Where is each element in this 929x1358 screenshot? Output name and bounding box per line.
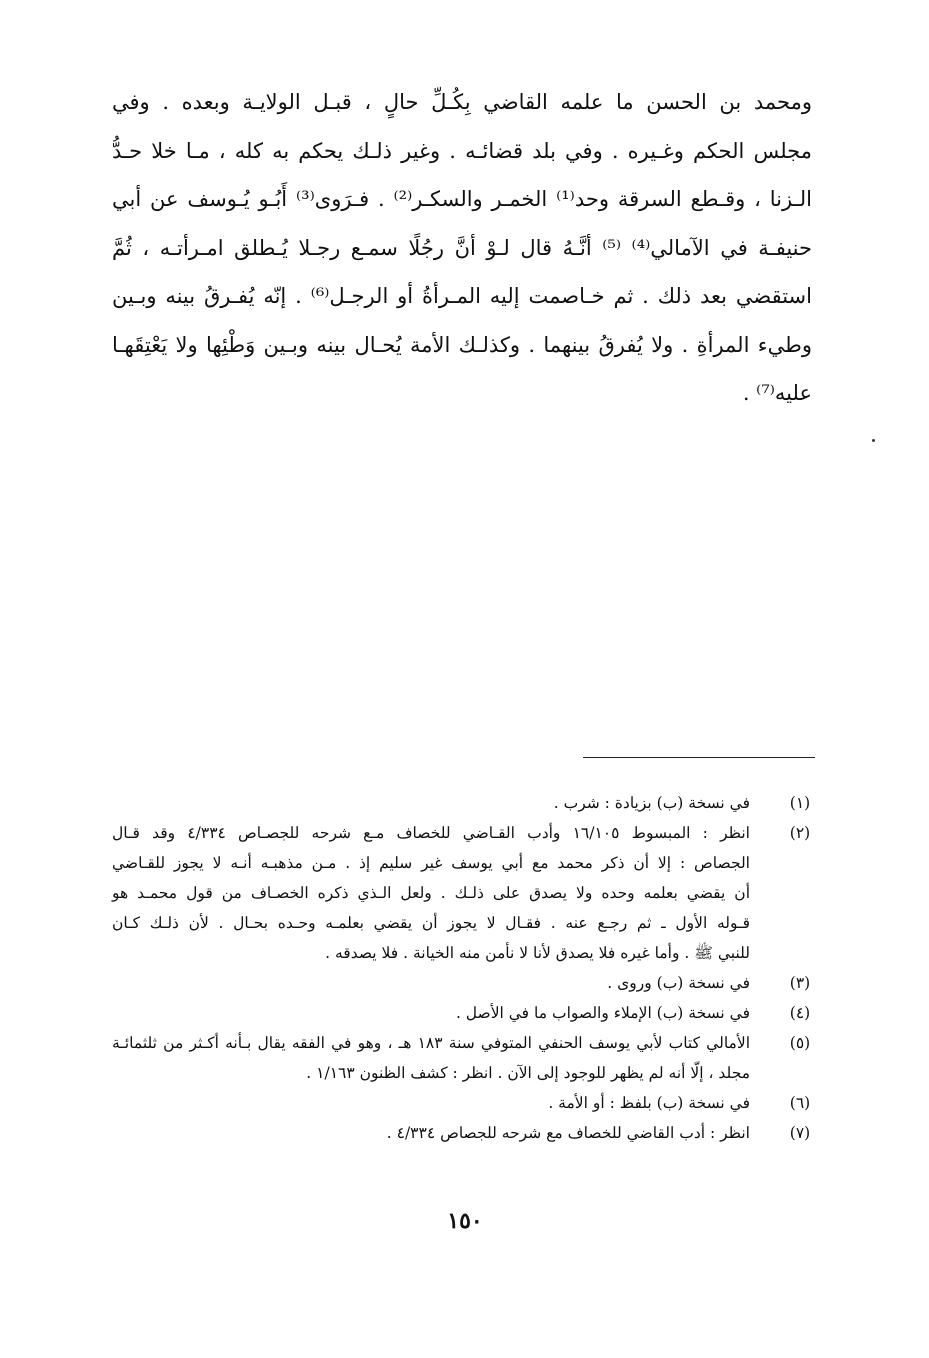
main-text-line: ومحمد بن الحسن ما علمه القاضي بِكُـلِّ حالٍ ، قبـل الولايـة وبعده . وفي	[112, 90, 812, 114]
footnote-item	[112, 998, 820, 1028]
page-number: ١٥٠	[447, 1208, 483, 1234]
footnote-text: في نسخة (ب) بلفظ : أو الأمة .	[548, 1094, 750, 1112]
main-text-line: عليه⁽⁷⁾ .	[742, 381, 812, 405]
footnote-number: (٤)	[789, 1004, 811, 1022]
footnote-number: (٥)	[789, 1034, 811, 1052]
stray-mark	[872, 439, 875, 442]
footnote-number: (٣)	[789, 974, 811, 992]
footnote-text: انظر : المبسوط ١٦/١٠٥ وأدب القـاضي للخصاف مـع شرحه للجصـاص ٤/٣٣٤ وقد قـال	[112, 824, 750, 842]
footnote-item	[112, 1088, 820, 1118]
footnote-text: قـوله الأول ـ ثم رجـع عنه . فقـال لا يجوز أن يقضي بعلمـه وحـده بحـال . لأن ذلـك كـان	[112, 914, 750, 932]
footnote-text: في نسخة (ب) وروى .	[607, 974, 750, 992]
footnote-number: (٦)	[789, 1094, 811, 1112]
main-text-block	[112, 78, 812, 418]
footnote-text: الأمالي كتاب لأبي يوسف الحنفي المتوفي سنة ١٨٣ هـ ، وهو في الفقه يقال بـأنه أكـثر من ثلثمائـة	[112, 1034, 750, 1052]
footnote-item	[112, 1028, 820, 1088]
footnote-item	[112, 1118, 820, 1148]
footnote-text: انظر : أدب القاضي للخصاف مع شرحه للجصاص ٤/٣٣٤ .	[386, 1124, 750, 1142]
footnote-number: (٢)	[789, 824, 811, 842]
footnote-item	[112, 818, 820, 968]
footnote-text: في نسخة (ب) الإملاء والصواب ما في الأصل .	[455, 1004, 750, 1022]
main-text-line: حنيفـة في الآمالي⁽⁴⁾ ⁽⁵⁾ أنَّـهُ قال لـوْ أنَّ رجُلًا سمـع رجـلا يُـطلق امـرأتـه ، ثُمَّ	[112, 235, 812, 260]
footnotes-block	[112, 788, 820, 1148]
footnote-number: (٧)	[789, 1124, 811, 1142]
footnote-text: أن يقضي بعلمه وحده ولا يصدق على ذلـك . ولعل الـذي ذكره الخصـاف من قول محمـد هو	[112, 884, 750, 902]
footnote-separator	[583, 757, 815, 758]
main-text-line: مجلس الحكم وغـيره . وفي بلد قضائـه . وغير ذلـك يحكم به كله ، مـا خلا حـدُّ	[112, 138, 812, 163]
footnote-item	[112, 788, 820, 818]
main-text-line: الـزنا ، وقـطع السرقة وحد⁽¹⁾ الخمـر والسكـر⁽²⁾ . فـرَوى⁽³⁾ أَبُـو يُـوسف عن أبي	[112, 187, 813, 211]
footnote-number: (١)	[789, 794, 811, 812]
footnote-text: للنبي ﷺ . وأما غيره فلا يصدق لأنا لا نأمن منه الخيانة . فلا يصدقه .	[325, 944, 750, 962]
footnote-text: الجصاص : إلا أن ذكر محمد مع أبي يوسف غير سليم إذ . مـن مذهبـه أنـه لا يجوز للقـاضي	[112, 854, 750, 872]
main-text-line: استقضي بعد ذلك . ثم خـاصمت إليه المـرأةُ أو الرجـل⁽⁶⁾ . إنّه يُفـرقُ بينه وبـين	[112, 284, 812, 308]
main-text-line: وطيء المرأةِ . ولا يُفرقُ بينهما . وكذلـك الأمة يُحـال بينه وبـين وَطْئِها ولا يَعْتِقَهـا	[112, 332, 812, 357]
footnote-text: في نسخة (ب) بزيادة : شرب .	[553, 794, 750, 812]
footnote-item	[112, 968, 820, 998]
footnote-text: مجلد ، إلّا أنه لم يظهر للوجود إلى الآن . انظر : كشف الظنون ١/١٦٣ .	[306, 1064, 750, 1082]
